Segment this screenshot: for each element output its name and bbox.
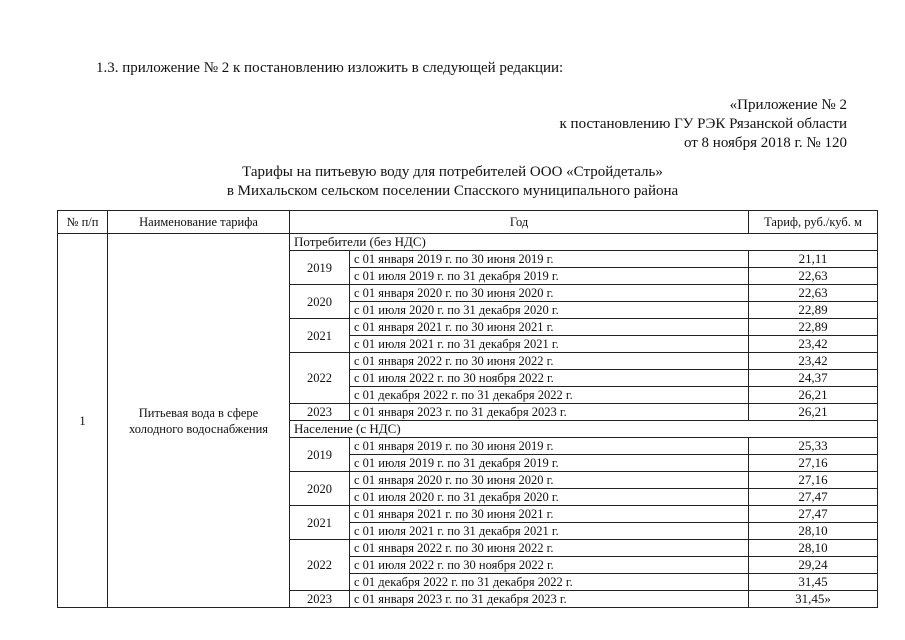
period-cell: с 01 июля 2021 г. по 31 декабря 2021 г. xyxy=(350,336,749,353)
appendix-line-3: от 8 ноября 2018 г. № 120 xyxy=(683,135,847,151)
tariff-value: 26,21 xyxy=(749,404,878,421)
year-cell: 2023 xyxy=(290,591,350,608)
document-title xyxy=(50,163,855,201)
period-cell: с 01 июля 2019 г. по 31 декабря 2019 г. xyxy=(350,268,749,285)
period-cell: с 01 января 2019 г. по 30 июня 2019 г. xyxy=(350,251,749,268)
tariff-value: 27,47 xyxy=(749,506,878,523)
period-cell: с 01 января 2023 г. по 31 декабря 2023 г. xyxy=(350,404,749,421)
tariff-value: 25,33 xyxy=(749,438,878,455)
header-name: Наименование тарифа xyxy=(108,211,290,234)
period-cell: с 01 июля 2020 г. по 31 декабря 2020 г. xyxy=(350,302,749,319)
tariff-name: Питьевая вода в сфере холодного водоснабжения xyxy=(108,234,290,608)
period-cell: с 01 июля 2021 г. по 31 декабря 2021 г. xyxy=(350,523,749,540)
tariff-value: 22,89 xyxy=(749,319,878,336)
period-cell: с 01 декабря 2022 г. по 31 декабря 2022 г. xyxy=(350,387,749,404)
period-cell: с 01 июля 2022 г. по 30 ноября 2022 г. xyxy=(350,370,749,387)
period-cell: с 01 января 2021 г. по 30 июня 2021 г. xyxy=(350,319,749,336)
tariff-table xyxy=(57,210,878,608)
period-cell: с 01 января 2019 г. по 30 июня 2019 г. xyxy=(350,438,749,455)
tariff-value: 22,63 xyxy=(749,268,878,285)
header-tariff: Тариф, руб./куб. м xyxy=(749,211,878,234)
tariff-value: 23,42 xyxy=(749,336,878,353)
period-cell: с 01 января 2022 г. по 30 июня 2022 г. xyxy=(350,540,749,557)
year-cell: 2021 xyxy=(290,319,350,353)
tariff-value: 31,45» xyxy=(749,591,878,608)
row-number: 1 xyxy=(58,234,108,608)
period-cell: с 01 января 2021 г. по 30 июня 2021 г. xyxy=(350,506,749,523)
year-cell: 2022 xyxy=(290,540,350,591)
tariff-value: 28,10 xyxy=(749,523,878,540)
year-cell: 2019 xyxy=(290,251,350,285)
tariff-value: 26,21 xyxy=(749,387,878,404)
period-cell: с 01 июля 2019 г. по 31 декабря 2019 г. xyxy=(350,455,749,472)
tariff-value: 24,37 xyxy=(749,370,878,387)
year-cell: 2020 xyxy=(290,285,350,319)
group-label: Потребители (без НДС) xyxy=(290,234,878,251)
tariff-value: 23,42 xyxy=(749,353,878,370)
group-label: Население (с НДС) xyxy=(290,421,878,438)
header-year: Год xyxy=(290,211,749,234)
title-line-2: в Михальском сельском поселении Спасского муниципального района xyxy=(226,183,679,199)
period-cell: с 01 июля 2020 г. по 31 декабря 2020 г. xyxy=(350,489,749,506)
period-cell: с 01 января 2020 г. по 30 июня 2020 г. xyxy=(350,285,749,302)
appendix-reference xyxy=(560,96,847,153)
year-cell: 2020 xyxy=(290,472,350,506)
period-cell: с 01 января 2023 г. по 31 декабря 2023 г. xyxy=(350,591,749,608)
year-cell: 2023 xyxy=(290,404,350,421)
table-header-row xyxy=(58,211,878,234)
period-cell: с 01 декабря 2022 г. по 31 декабря 2022 г. xyxy=(350,574,749,591)
year-cell: 2022 xyxy=(290,353,350,404)
tariff-value: 27,16 xyxy=(749,455,878,472)
tariff-value: 22,63 xyxy=(749,285,878,302)
tariff-value: 21,11 xyxy=(749,251,878,268)
period-cell: с 01 января 2022 г. по 30 июня 2022 г. xyxy=(350,353,749,370)
tariff-value: 28,10 xyxy=(749,540,878,557)
header-num: № п/п xyxy=(58,211,108,234)
tariff-value: 27,16 xyxy=(749,472,878,489)
table-body xyxy=(58,234,878,608)
tariff-value: 29,24 xyxy=(749,557,878,574)
intro-paragraph: 1.3. приложение № 2 к постановлению изложить в следующей редакции: xyxy=(96,60,564,76)
appendix-line-1: «Приложение № 2 xyxy=(729,97,847,113)
year-cell: 2021 xyxy=(290,506,350,540)
tariff-value: 27,47 xyxy=(749,489,878,506)
group-row xyxy=(58,234,878,251)
year-cell: 2019 xyxy=(290,438,350,472)
appendix-line-2: к постановлению ГУ РЭК Рязанской области xyxy=(559,116,847,132)
title-line-1: Тарифы на питьевую воду для потребителей ООО «Стройдеталь» xyxy=(242,164,663,180)
period-cell: с 01 июля 2022 г. по 30 ноября 2022 г. xyxy=(350,557,749,574)
tariff-value: 31,45 xyxy=(749,574,878,591)
period-cell: с 01 января 2020 г. по 30 июня 2020 г. xyxy=(350,472,749,489)
tariff-value: 22,89 xyxy=(749,302,878,319)
